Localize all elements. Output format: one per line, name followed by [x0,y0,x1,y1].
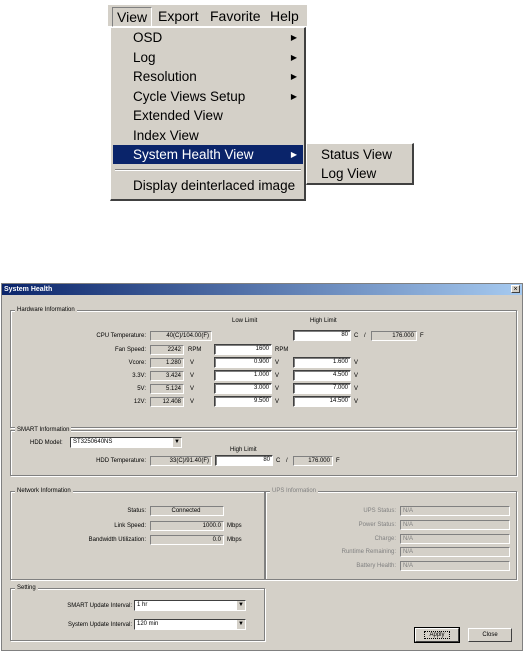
celsius-unit: C [276,458,281,464]
v5-value: 5.124 [150,384,184,394]
system-update-interval-label: System Update Interval: [67,622,132,628]
submenu-arrow-icon: ▶ [290,150,297,159]
volt-unit: V [190,360,195,366]
cpu-temperature-value: 40(C)/104.00(F) [150,331,212,341]
hardware-information-group [10,307,517,428]
submenu-arrow-icon: ▶ [290,92,297,101]
hdd-temperature-label: HDD Temperature: [96,458,146,464]
celsius-unit: C [354,333,359,339]
cpu-high-limit-input[interactable]: 80 [293,330,351,341]
v5-label: 5V: [137,386,146,392]
hdd-high-limit-fahrenheit: 176.000 [293,456,333,466]
fahrenheit-unit: F [420,333,424,339]
v33-high-limit-input[interactable]: 4.500 [293,370,351,381]
menu-item-label: Extended View [133,108,223,123]
menu-item-label: Log [133,50,156,65]
hdd-model-select[interactable] [70,437,182,448]
hdd-model-value: ST3250640NS [73,439,113,445]
battery-health-label: Battery Health: [356,563,396,569]
charge-value: N/A [400,534,510,544]
view-menu-dropdown [110,27,306,201]
menu-item-label: Index View [133,128,199,143]
mbps-unit: Mbps [227,523,242,529]
hdd-model-label: HDD Model: [30,440,63,446]
charge-label: Charge: [374,536,396,542]
ups-status-label: UPS Status: [363,508,396,514]
cpu-high-limit-fahrenheit: 176.000 [371,331,417,341]
v12-label: 12V: [133,399,146,405]
volt-unit: V [190,399,195,405]
system-health-dialog [1,283,523,651]
menu-item-label: Cycle Views Setup [133,89,246,104]
menu-view[interactable]: View [112,7,152,27]
apply-button[interactable] [415,628,459,642]
menu-item-label: System Health View [133,147,254,162]
menu-item-system-health-view[interactable] [113,145,303,164]
smart-update-interval-label: SMART Update Interval: [67,603,132,609]
menu-item-extended-view[interactable] [113,106,303,125]
system-update-interval-value: 120 min [137,621,159,627]
menu-item-label: Resolution [133,69,197,84]
smart-update-interval-select[interactable] [134,600,246,611]
slash-separator: / [364,333,366,339]
volt-unit: V [275,386,280,392]
volt-unit: V [190,386,195,392]
fan-speed-value: 2242 [150,345,184,355]
menu-favorite[interactable]: Favorite [210,8,261,24]
slash-separator: / [286,458,288,464]
dialog-title: System Health [4,286,53,293]
menu-export[interactable]: Export [158,8,199,24]
submenu-arrow-icon: ▶ [290,33,297,42]
low-limit-header: Low Limit [232,318,258,324]
submenu-item-log-view[interactable]: Log View [321,166,377,181]
runtime-remaining-label: Runtime Remaining: [341,549,396,555]
system-update-interval-select[interactable] [134,619,246,630]
volt-unit: V [354,399,359,405]
chevron-down-icon: ▼ [172,438,181,447]
menu-item-osd[interactable] [113,28,303,47]
vcore-high-limit-input[interactable]: 1.600 [293,357,351,368]
rpm-unit: RPM [275,347,289,353]
battery-health-value: N/A [400,561,510,571]
menu-item-resolution[interactable] [113,67,303,86]
high-limit-header: High Limit [230,447,257,453]
chevron-down-icon: ▼ [236,620,245,629]
v5-high-limit-input[interactable]: 7.000 [293,383,351,394]
vcore-label: Vcore: [128,360,146,366]
vcore-value: 1.280 [150,358,184,368]
close-button[interactable]: Close [468,628,512,642]
fan-speed-label: Fan Speed: [114,347,146,353]
group-label: Hardware Information [17,307,75,313]
link-speed-label: Link Speed: [114,523,146,529]
smart-update-interval-value: 1 hr [137,602,148,608]
menu-item-display-deinterlaced-image[interactable] [113,176,303,195]
network-status-value: Connected [150,506,224,516]
high-limit-header: High Limit [310,318,337,324]
volt-unit: V [190,373,195,379]
volt-unit: V [354,360,359,366]
ups-status-value: N/A [400,506,510,516]
v33-low-limit-input[interactable]: 1.000 [214,370,272,381]
cpu-temperature-label: CPU Temperature: [96,333,146,339]
group-label: Network Information [17,488,71,494]
v12-low-limit-input[interactable]: 9.500 [214,396,272,407]
menu-separator [115,169,301,171]
power-status-value: N/A [400,520,510,530]
volt-unit: V [275,360,280,366]
power-status-label: Power Status: [358,522,396,528]
bandwidth-utilization-value: 0.0 [150,535,224,545]
hdd-high-limit-input[interactable]: 80 [215,455,273,466]
vcore-low-limit-input[interactable]: 0.900 [214,357,272,368]
volt-unit: V [354,373,359,379]
submenu-arrow-icon: ▶ [290,72,297,81]
v12-value: 12.408 [150,397,184,407]
v33-value: 3.424 [150,371,184,381]
submenu-arrow-icon: ▶ [290,53,297,62]
menu-item-log[interactable] [113,48,303,67]
hdd-temperature-value: 33(C)/91.40(F) [150,456,212,466]
fahrenheit-unit: F [336,458,340,464]
dialog-title-bar [2,284,522,295]
rpm-unit: RPM [188,347,202,353]
v12-high-limit-input[interactable]: 14.500 [293,396,351,407]
submenu-item-status-view[interactable]: Status View [321,147,393,162]
volt-unit: V [275,399,280,405]
menu-item-index-view[interactable] [113,126,303,145]
menu-item-cycle-views-setup[interactable] [113,87,303,106]
v5-low-limit-input[interactable]: 3.000 [214,383,272,394]
menu-bar [107,4,307,26]
fan-low-limit-input[interactable]: 1600 [214,344,272,355]
system-health-submenu [306,143,414,185]
v33-label: 3.3V: [132,373,146,379]
apply-button-label: Apply [424,631,449,639]
status-label: Status: [127,508,146,514]
menu-help[interactable]: Help [270,8,299,24]
group-label: UPS Information [272,488,317,494]
group-label: Setting [17,585,36,591]
chevron-down-icon: ▼ [236,601,245,610]
menu-item-label: OSD [133,30,163,45]
runtime-remaining-value: N/A [400,547,510,557]
volt-unit: V [275,373,280,379]
group-label: SMART Information [17,427,70,433]
close-icon[interactable]: × [511,285,520,293]
volt-unit: V [354,386,359,392]
setting-group [10,585,265,641]
link-speed-value: 1000.0 [150,521,224,531]
bandwidth-utilization-label: Bandwidth Utilization: [88,537,146,543]
mbps-unit: Mbps [227,537,242,543]
menu-item-label: Display deinterlaced image [133,178,296,193]
